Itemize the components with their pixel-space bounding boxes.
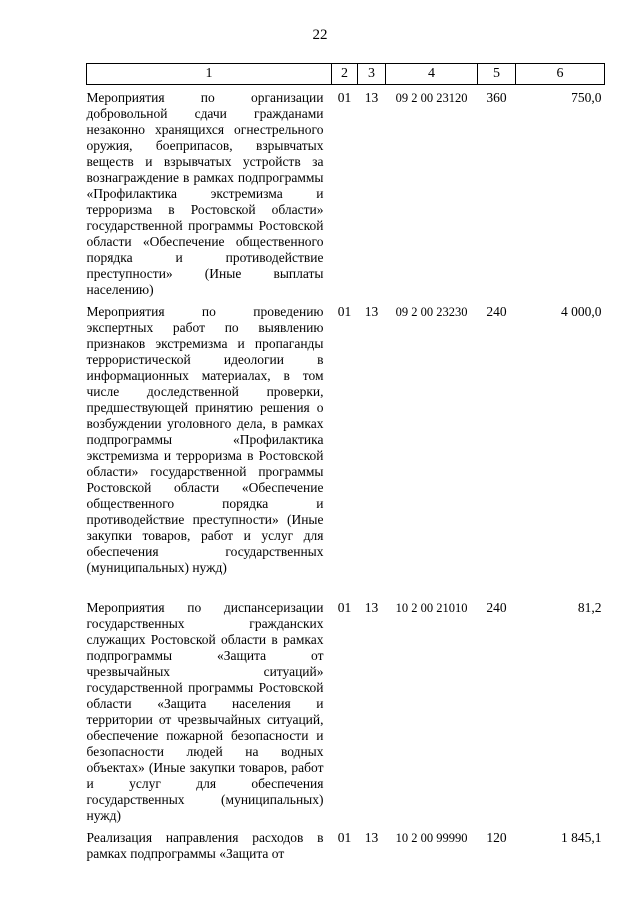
column-header-section: 2 bbox=[332, 64, 358, 85]
row-expense-type: 240 bbox=[486, 304, 507, 319]
row-description: Реализация направления расходов в рамках подпрограммы «Защита от bbox=[86, 830, 324, 861]
row-subsection: 13 bbox=[364, 304, 379, 319]
column-header-description: 1 bbox=[87, 64, 332, 85]
row-amount: 81,2 bbox=[577, 600, 602, 615]
row-description: Мероприятия по диспансеризации государственных гражданских служащих Ростовской области в рамках подпрограммы «Защита от чрезвычайных ситуаций» государственной программы Ростовской области «Защита населения и территории от чрезвычайных ситуаций, обеспечение пожарной безопасности и безопасности людей на водных объектах» (Иные закупки товаров, работ и услуг для обеспечения государственных (муниципальных) нужд) bbox=[86, 600, 324, 823]
budget-table bbox=[86, 63, 605, 862]
table-row bbox=[87, 594, 605, 824]
row-amount: 750,0 bbox=[571, 90, 602, 105]
row-amount: 1 845,1 bbox=[561, 830, 602, 845]
row-subsection: 13 bbox=[364, 90, 379, 105]
row-target-article: 10 2 00 99990 bbox=[395, 831, 468, 845]
row-expense-type: 120 bbox=[486, 830, 507, 845]
row-target-article: 09 2 00 23120 bbox=[395, 91, 468, 105]
page-number: 22 bbox=[312, 27, 328, 43]
row-expense-type: 360 bbox=[486, 90, 507, 105]
column-header-expense-type: 5 bbox=[478, 64, 516, 85]
row-subsection: 13 bbox=[364, 600, 379, 615]
row-description: Мероприятия по проведению экспертных работ по выявлению признаков экстремизма и пропаганды террористической идеологии в информационных материалах, в том числе доследственной проверки, предшествующей принятию решения о возбуждении уголовного дела, в рамках подпрограммы «Профилактика экстремизма и терроризма в Ростовской области» государственной программы Ростовской области «Обеспечение общественного порядка и противодействие преступности» (Иные закупки товаров, работ и услуг для обеспечения государственных (муниципальных) нужд) bbox=[86, 304, 324, 575]
row-description: Мероприятия по организации добровольной сдачи гражданами незаконно хранящихся огнестрельного оружия, боеприпасов, взрывчатых веществ и взрывчатых устройств за вознаграждение в рамках подпрограммы «Профилактика экстремизма и терроризма в Ростовской области» государственной программы Ростовской области «Обеспечение общественного порядка и противодействие преступности» (Иные выплаты населению) bbox=[86, 90, 324, 297]
table-row bbox=[87, 298, 605, 594]
row-amount: 4 000,0 bbox=[561, 304, 602, 319]
row-section: 01 bbox=[337, 830, 352, 845]
column-header-amount: 6 bbox=[516, 64, 605, 85]
row-section: 01 bbox=[337, 600, 352, 615]
row-subsection: 13 bbox=[364, 830, 379, 845]
column-header-target-article: 4 bbox=[386, 64, 478, 85]
row-expense-type: 240 bbox=[486, 600, 507, 615]
row-section: 01 bbox=[337, 90, 352, 105]
column-header-subsection: 3 bbox=[358, 64, 386, 85]
table-header-row bbox=[87, 64, 605, 85]
row-target-article: 10 2 00 21010 bbox=[395, 601, 468, 615]
table-row bbox=[87, 85, 605, 299]
row-section: 01 bbox=[337, 304, 352, 319]
row-target-article: 09 2 00 23230 bbox=[395, 305, 468, 319]
table-row bbox=[87, 824, 605, 862]
